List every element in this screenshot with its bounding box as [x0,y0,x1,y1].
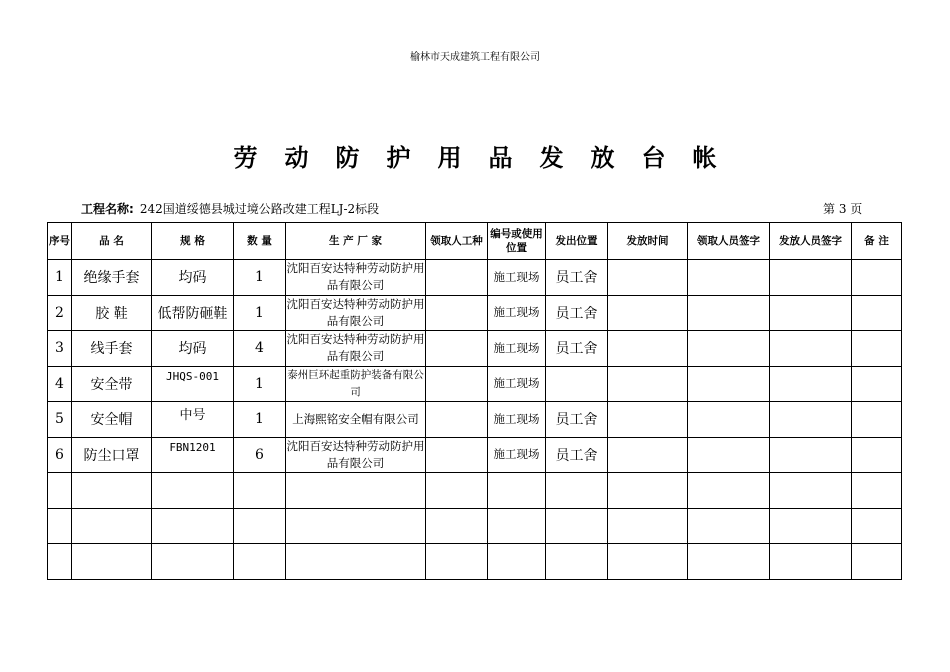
empty-cell [770,544,852,580]
empty-cell [688,473,770,509]
empty-cell [286,473,426,509]
column-header: 领取人员签字 [688,223,770,260]
worker-type [426,402,488,438]
issue-location: 员工舍 [546,437,608,473]
remark [852,366,902,402]
worker-type [426,295,488,331]
header-row [48,223,902,260]
receiver-signature [688,366,770,402]
column-header: 领取人工种 [426,223,488,260]
item-spec [152,402,234,438]
column-header: 发放人员签字 [770,223,852,260]
column-header: 生 产 厂 家 [286,223,426,260]
issue-time [608,402,688,438]
issue-time [608,437,688,473]
use-location: 施工现场 [488,331,546,367]
item-name: 安全帽 [72,402,152,438]
table-row [48,295,902,331]
column-header: 发放时间 [608,223,688,260]
issue-location: 员工舍 [546,260,608,296]
empty-cell [48,544,72,580]
empty-cell [234,508,286,544]
document-title: 劳动防护用品发放台帐 [233,144,744,172]
empty-cell [608,473,688,509]
receiver-signature [688,260,770,296]
manufacturer: 沈阳百安达特种劳动防护用品有限公司 [286,260,426,296]
column-header: 品 名 [72,223,152,260]
table-row [48,331,902,367]
project-line [81,200,379,217]
manufacturer: 沈阳百安达特种劳动防护用品有限公司 [286,331,426,367]
empty-cell [152,544,234,580]
item-spec: 低帮防砸鞋 [152,295,234,331]
column-header: 数 量 [234,223,286,260]
column-header: 编号或使用位置 [488,223,546,260]
item-spec [152,366,234,402]
issuer-signature [770,260,852,296]
row-number: 1 [48,260,72,296]
empty-cell [488,544,546,580]
issuer-signature [770,402,852,438]
issue-time [608,331,688,367]
issue-time [608,260,688,296]
empty-cell [152,508,234,544]
column-header: 发出位置 [546,223,608,260]
item-quantity: 1 [234,295,286,331]
receiver-signature [688,402,770,438]
column-header: 序号 [48,223,72,260]
manufacturer: 沈阳百安达特种劳动防护用品有限公司 [286,437,426,473]
item-name: 线手套 [72,331,152,367]
issuer-signature [770,366,852,402]
project-label: 工程名称: [81,202,134,216]
empty-cell [152,473,234,509]
issuer-signature [770,295,852,331]
row-number: 3 [48,331,72,367]
empty-cell [546,508,608,544]
issue-time [608,295,688,331]
empty-cell [426,508,488,544]
empty-cell [546,544,608,580]
manufacturer: 上海熙铭安全帽有限公司 [286,402,426,438]
empty-cell [608,544,688,580]
table-row [48,437,902,473]
ledger-table [47,222,902,580]
remark [852,331,902,367]
item-quantity: 1 [234,402,286,438]
page-number: 第 3 页 [823,202,863,216]
item-spec: 均码 [152,331,234,367]
receiver-signature [688,331,770,367]
item-spec-text: 中号 [179,407,206,423]
receiver-signature [688,295,770,331]
empty-row [48,473,902,509]
item-spec: 均码 [152,260,234,296]
use-location: 施工现场 [488,260,546,296]
empty-cell [48,473,72,509]
table-row [48,366,902,402]
row-number: 6 [48,437,72,473]
row-number: 4 [48,366,72,402]
empty-cell [770,508,852,544]
issue-location: 员工舍 [546,295,608,331]
empty-cell [688,508,770,544]
empty-cell [234,473,286,509]
empty-cell [234,544,286,580]
use-location: 施工现场 [488,366,546,402]
item-quantity: 4 [234,331,286,367]
empty-cell [48,508,72,544]
column-header: 备 注 [852,223,902,260]
column-header: 规 格 [152,223,234,260]
table-row [48,402,902,438]
item-spec-text: JHQS-001 [166,369,219,383]
empty-row [48,508,902,544]
empty-cell [688,544,770,580]
item-quantity: 1 [234,260,286,296]
item-quantity: 1 [234,366,286,402]
remark [852,437,902,473]
empty-cell [286,508,426,544]
item-quantity: 6 [234,437,286,473]
item-name: 防尘口罩 [72,437,152,473]
issuer-signature [770,437,852,473]
row-number: 5 [48,402,72,438]
use-location: 施工现场 [488,402,546,438]
issuer-signature [770,331,852,367]
item-spec [152,437,234,473]
empty-cell [72,544,152,580]
manufacturer: 泰州巨环起重防护装备有限公司 [286,366,426,402]
table-row [48,260,902,296]
issue-time [608,366,688,402]
empty-cell [426,473,488,509]
empty-cell [852,544,902,580]
worker-type [426,366,488,402]
empty-cell [852,473,902,509]
empty-cell [488,508,546,544]
empty-cell [608,508,688,544]
empty-cell [286,544,426,580]
project-name: 242国道绥德县城过境公路改建工程LJ-2标段 [139,202,380,216]
issue-location: 员工舍 [546,331,608,367]
remark [852,260,902,296]
empty-cell [426,544,488,580]
use-location: 施工现场 [488,295,546,331]
empty-cell [72,473,152,509]
row-number: 2 [48,295,72,331]
item-name: 胶 鞋 [72,295,152,331]
receiver-signature [688,437,770,473]
company-name: 榆林市天成建筑工程有限公司 [410,52,540,63]
empty-cell [488,473,546,509]
item-spec-text: FBN1201 [169,440,216,454]
issue-location [546,366,608,402]
item-name: 绝缘手套 [72,260,152,296]
manufacturer: 沈阳百安达特种劳动防护用品有限公司 [286,295,426,331]
worker-type [426,260,488,296]
empty-cell [770,473,852,509]
remark [852,402,902,438]
issue-location: 员工舍 [546,402,608,438]
remark [852,295,902,331]
use-location: 施工现场 [488,437,546,473]
empty-cell [546,473,608,509]
empty-cell [72,508,152,544]
empty-row [48,544,902,580]
item-name: 安全带 [72,366,152,402]
worker-type [426,437,488,473]
empty-cell [852,508,902,544]
worker-type [426,331,488,367]
